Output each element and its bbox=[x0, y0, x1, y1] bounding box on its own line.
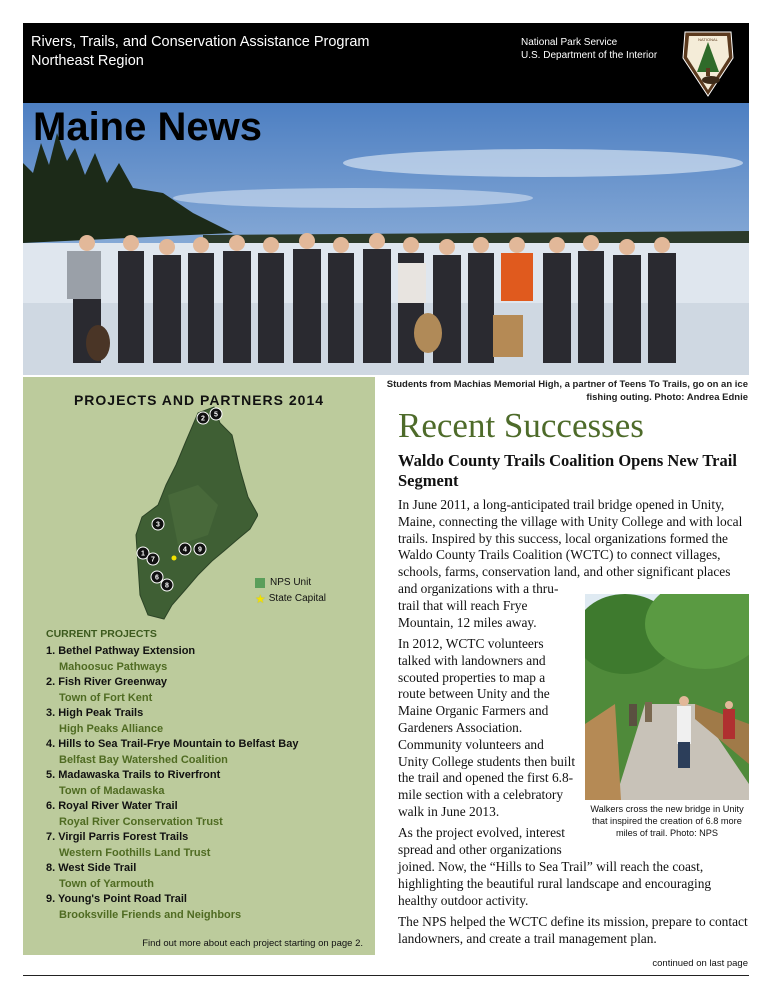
svg-text:1: 1 bbox=[141, 550, 145, 558]
paragraph-1-continued: and organizations with a thru-trail that will reach Frye Mountain, 12 miles away. bbox=[398, 581, 559, 630]
paragraph-2: In 2012, WCTC volunteers talked with landowners and scouted properties to map a route between Unity and the Maine Organic Farmers and Gardeners Association. Community volunteers and Unity College students then built the trail and opened the first 6.8-mile section with a celebratory walk in June 2013. bbox=[398, 636, 576, 819]
current-projects-heading: CURRENT PROJECTS bbox=[46, 628, 157, 640]
svg-text:4: 4 bbox=[183, 546, 187, 554]
article-headline: Waldo County Trails Coalition Opens New Trail Segment bbox=[398, 451, 737, 490]
bottom-divider bbox=[23, 975, 749, 976]
map-marker-6 bbox=[151, 571, 163, 583]
hero-photo bbox=[23, 103, 749, 375]
masthead bbox=[23, 23, 749, 103]
program-name: Rivers, Trails, and Conservation Assistance Program Northeast Region bbox=[31, 34, 370, 69]
svg-text:2: 2 bbox=[201, 415, 205, 423]
bridge-photo bbox=[585, 594, 749, 800]
projects-sidebar bbox=[23, 377, 375, 955]
svg-text:6: 6 bbox=[155, 574, 159, 582]
svg-text:9: 9 bbox=[198, 546, 202, 554]
nps-unit-swatch bbox=[255, 578, 265, 588]
project-list bbox=[46, 644, 298, 923]
walkers-on-bridge-image bbox=[585, 594, 749, 800]
state-capital-marker bbox=[172, 556, 177, 561]
bridge-photo-caption: Walkers cross the new bridge in Unity that inspired the creation of 6.8 more miles of trail. Photo: NPS bbox=[590, 804, 744, 838]
map-marker-9 bbox=[194, 543, 206, 555]
svg-text:7: 7 bbox=[151, 556, 155, 564]
maine-map bbox=[128, 405, 258, 625]
svg-text:3: 3 bbox=[156, 521, 160, 529]
list-item: 8. West Side Trail Town of Yarmouth bbox=[46, 862, 154, 890]
list-item: 3. High Peak Trails High Peaks Alliance bbox=[46, 707, 164, 735]
nps-arrowhead-logo bbox=[681, 28, 735, 98]
map-marker-2 bbox=[197, 412, 209, 424]
map-marker-3 bbox=[152, 518, 164, 530]
paragraph-3: As the project evolved, interest spread and other organizations bbox=[398, 825, 565, 857]
map-marker-4 bbox=[179, 543, 191, 555]
paragraph-4: The NPS helped the WCTC define its mission, prepare to contact landowners, and create a trail management plan. bbox=[398, 914, 748, 946]
continued-note: continued on last page bbox=[652, 958, 748, 969]
list-item: 5. Madawaska Trails to Riverfront Town of Madawaska bbox=[46, 769, 221, 797]
hero-caption: Students from Machias Memorial High, a partner of Teens To Trails, go on an ice fishing outing. Photo: Andrea Ednie bbox=[386, 379, 748, 403]
svg-text:5: 5 bbox=[214, 411, 218, 419]
map-marker-5 bbox=[210, 408, 222, 420]
list-item: 2. Fish River Greenway Town of Fort Kent bbox=[46, 676, 168, 704]
paragraph-3-continued: joined. Now, the “Hills to Sea Trail” will reach the coast, highlighting the beautiful rural landscape and encouraging healthy outdoor activity. bbox=[398, 859, 712, 908]
map-marker-8 bbox=[161, 579, 173, 591]
sidebar-title: PROJECTS AND PARTNERS 2014 bbox=[73, 392, 325, 408]
map-marker-7 bbox=[147, 553, 159, 565]
find-out-more: Find out more about each project starting on page 2. bbox=[142, 938, 363, 949]
svg-text:8: 8 bbox=[165, 582, 169, 590]
newsletter-title: Maine News bbox=[33, 105, 262, 149]
list-item: 6. Royal River Water Trail Royal River Conservation Trust bbox=[46, 800, 223, 828]
region-name: Northeast Region bbox=[31, 53, 144, 69]
map-legend: NPS Unit ★ State Capital bbox=[255, 577, 327, 606]
department-name: U.S. Department of the Interior bbox=[521, 50, 658, 61]
list-item: 9. Young's Point Road Trail Brooksville Friends and Neighbors bbox=[46, 893, 242, 921]
section-heading: Recent Successes bbox=[398, 406, 644, 445]
list-item: 4. Hills to Sea Trail-Frye Mountain to Belfast Bay Belfast Bay Watershed Coalition bbox=[46, 738, 299, 766]
star-icon: ★ bbox=[255, 592, 266, 606]
svg-text:NATIONAL: NATIONAL bbox=[698, 37, 718, 42]
list-item: 7. Virgil Parris Forest Trails Western Foothills Land Trust bbox=[46, 831, 211, 859]
paragraph-1: In June 2011, a long-anticipated trail bridge opened in Unity, Maine, connecting the village with Unity College and with local trails. Inspired by this success, local organizations formed the Waldo County Trails Coalition (WCTC) to connect villages, schools, farms, conservation land, and other significant places bbox=[398, 497, 743, 580]
agency-name: National Park Service U.S. Department of the Interior bbox=[521, 37, 658, 61]
list-item: 1. Bethel Pathway Extension Mahoosuc Pathways bbox=[46, 645, 196, 673]
